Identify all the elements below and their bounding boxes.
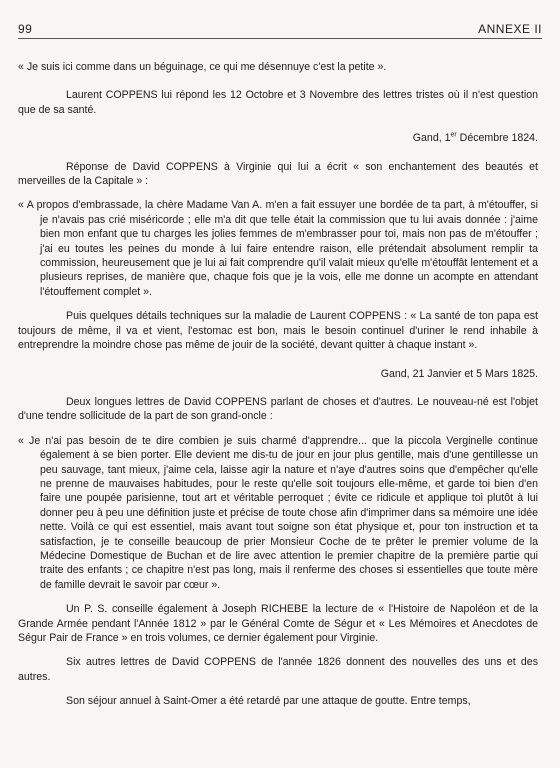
paragraph-2: Laurent COPPENS lui répond les 12 Octobre et 3 Novembre des lettres tristes où il n'est question que de sa santé. xyxy=(18,89,538,116)
paragraph-5: Puis quelques détails techniques sur la maladie de Laurent COPPENS : « La santé de ton papa est toujours de même, il va et vient, l'estomac est bon, mais le besoin continuel d'uriner le rend inhabile à entreprendre la moindre chose pas même de jouir de la société, devant quitter à chaque instant ». xyxy=(18,310,538,352)
body-text xyxy=(18,60,538,709)
quote-paragraph-1: « Je suis ici comme dans un béguinage, ce qui me désennuye c'est la petite ». xyxy=(18,61,387,73)
quote-paragraph-4: « A propos d'embrassade, la chère Madame Van A. m'en a fait essuyer une bordée de ta part, à m'étouffer, si je n'avais pas crié miséricorde ; elle m'a dit que telle était la commission que tu lui avais donnée : j'aime bien mon enfant que tu charges les jolies femmes de m'embrasser pour toi, mais non pas de m'étouffer ; j'ai eu toutes les peines du monde à lui faire entendre raison, elle prétendait absolument remplir ta commission, heureusement que je lui ai fait comprendre qu'il valait mieux qu'elle m'étouffât lentement et a plusieurs reprises, de manière que, chaque fois que je la vois, elle me donne un acompte en attendant l'étouffement complet ». xyxy=(18,199,538,298)
date-line-1: Gand, 1er Décembre 1824. xyxy=(412,131,538,145)
quote-paragraph-7: « Je n'ai pas besoin de te dire combien je suis charmé d'apprendre... que la piccola Verginelle continue également à se bien porter. Elle devient me dis-tu de jour en jour plus gentille, mais d'une gentillesse un peu sauvage, tant mieux, j'aime cela, laisse agir la nature et n'aye d'autres soins que d'empêcher qu'elle ne prenne de mauvaises habitudes, pour le reste qu'elle soit toujours elle-même, et garde toi bien d'en faire une poupée parisienne, tout art et véritable perroquet ; évite ce ridicule et applique toi plutôt à lui donner peu à peu une définition juste et précise de toute chose afin d'imprimer dans sa mémoire une idée nette. Voilà ce qui est essentiel, mais avant tout soigne son état physique et, pour ton instruction et ta satisfaction, je te conseille beaucoup de prier Monsieur Coche de te prêter le premier volume de la Médecine Domestique de Buchan et de lire avec attention le premier chapitre de la première partie qui traite des enfants ; ce chapitre n'est pas long, mais il renferme des choses si essentielles que toute mère de famille devrait le savoir par cœur ». xyxy=(18,434,538,591)
paragraph-8: Un P. S. conseille également à Joseph RICHEBE la lecture de « l'Histoire de Napoléon et de la Grande Armée pendant l'Année 1812 » par le Général Comte de Ségur et « Les Mémoires et Anecdotes de Ségur Pair de France » en trois volumes, ce dernier également pour Virginie. xyxy=(18,603,538,644)
paragraph-6: Deux longues lettres de David COPPENS parlant de choses et d'autres. Le nouveau-né est l'objet d'une tendre sollicitude de la part de son grand-oncle : xyxy=(18,395,538,423)
paragraph-10: Son séjour annuel à Saint-Omer a été retardé par une attaque de goutte. Entre temps, xyxy=(66,695,471,708)
paragraph-3: Réponse de David COPPENS à Virginie qui lui a écrit « son enchantement des beautés et merveilles de la Capitale » : xyxy=(18,160,538,188)
paragraph-9: Six autres lettres de David COPPENS de l'année 1826 donnent des nouvelles des uns et des autres. xyxy=(18,656,538,683)
section-title: ANNEXE II xyxy=(478,22,542,36)
page-header xyxy=(18,14,542,36)
page-number: 99 xyxy=(18,22,33,36)
date-line-2: Gand, 21 Janvier et 5 Mars 1825. xyxy=(380,367,538,380)
header-rule xyxy=(18,38,542,39)
